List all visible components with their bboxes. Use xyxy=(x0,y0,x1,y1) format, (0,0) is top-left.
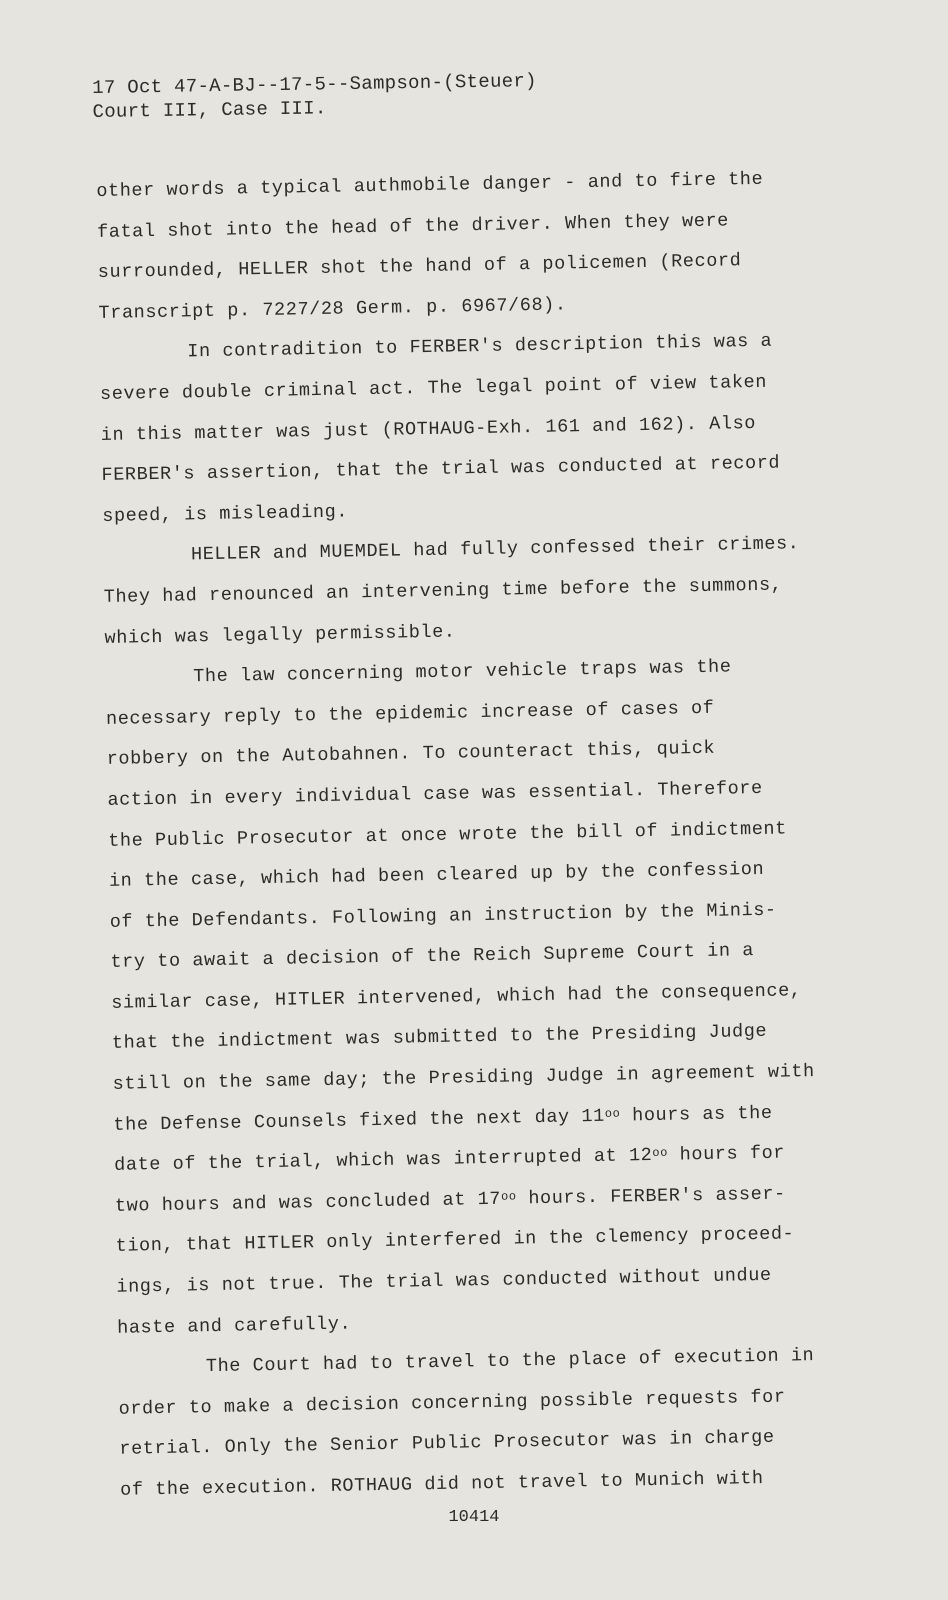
text-segment: the Defense Counsels fixed the next day 11 xyxy=(113,1105,606,1136)
text-line: speed, is misleading. xyxy=(102,501,349,527)
page-number: 10414 xyxy=(448,1508,500,1527)
text-line: of the Defendants. Following an instruction by the Minis- xyxy=(109,899,777,933)
text-line: of the execution. ROTHAUG did not travel to Munich with xyxy=(119,1467,764,1501)
text-line: action in every individual case was essential. Therefore xyxy=(107,777,763,811)
text-segment: hours as the xyxy=(620,1102,773,1127)
text-line: surrounded, HELLER shot the hand of a policemen (Record xyxy=(97,250,742,284)
superscript: oo xyxy=(652,1145,669,1161)
text-line: try to await a decision of the Reich Supreme Court in a xyxy=(110,940,755,974)
text-line: in this matter was just (ROTHAUG-Exh. 161 and 162). Also xyxy=(100,412,757,446)
paragraph-start: The law concerning motor vehicle traps was the xyxy=(193,656,732,688)
text-line: which was legally permissible. xyxy=(104,621,456,649)
text-line: necessary reply to the epidemic increase of cases of xyxy=(105,697,715,730)
text-segment: hours. FERBER's asser- xyxy=(516,1183,786,1210)
text-line: severe double criminal act. The legal point of view taken xyxy=(99,371,768,405)
text-line: tion, that HITLER only interfered in the clemency proceed- xyxy=(115,1223,795,1258)
text-line: ings, is not true. The trial was conducted without undue xyxy=(116,1264,772,1298)
text-segment: date of the trial, which was interrupted at 12 xyxy=(114,1145,653,1177)
text-line: order to make a decision concerning possible requests for xyxy=(118,1386,786,1420)
text-line: the Public Prosecutor at once wrote the bill of indictment xyxy=(108,817,788,852)
document-header xyxy=(92,69,537,124)
superscript: oo xyxy=(604,1106,621,1121)
text-line: similar case, HITLER intervened, which had the consequence, xyxy=(111,980,802,1014)
text-line: retrial. Only the Senior Public Prosecutor was in charge xyxy=(119,1427,775,1461)
text-line: fatal shot into the head of the driver. When they were xyxy=(96,210,730,243)
text-line: that the indictment was submitted to the Presiding Judge xyxy=(111,1021,768,1055)
paragraph-start: HELLER and MUEMDEL had fully confessed their crimes. xyxy=(190,533,800,566)
text-segment: two hours and was concluded at 17 xyxy=(114,1188,502,1217)
text-line: still on the same day; the Presiding Judge in agreement with xyxy=(112,1061,815,1095)
text-line: Transcript p. 7227/28 Germ. p. 6967/68). xyxy=(98,294,567,324)
text-line: robbery on the Autobahnen. To counteract this, quick xyxy=(106,738,716,771)
text-line: FERBER's assertion, that the trial was conducted at record xyxy=(101,452,781,487)
text-line: haste and carefully. xyxy=(116,1313,352,1339)
text-segment: hours for xyxy=(667,1142,786,1166)
header-court-case: Court III, Case III. xyxy=(92,97,327,123)
paragraph-start: The Court had to travel to the place of execution in xyxy=(205,1345,815,1378)
text-line: They had renounced an intervening time before the summons, xyxy=(103,574,783,608)
text-line: other words a typical authmobile danger - and to fire the xyxy=(96,168,764,202)
text-line: in the case, which had been cleared up by the confession xyxy=(108,858,765,892)
superscript: oo xyxy=(500,1189,517,1204)
paragraph-start: In contradition to FERBER's description this was a xyxy=(187,331,773,363)
document-body xyxy=(96,158,880,1511)
header-reference: 17 Oct 47-A-BJ--17-5--Sampson-(Steuer) xyxy=(92,70,537,99)
